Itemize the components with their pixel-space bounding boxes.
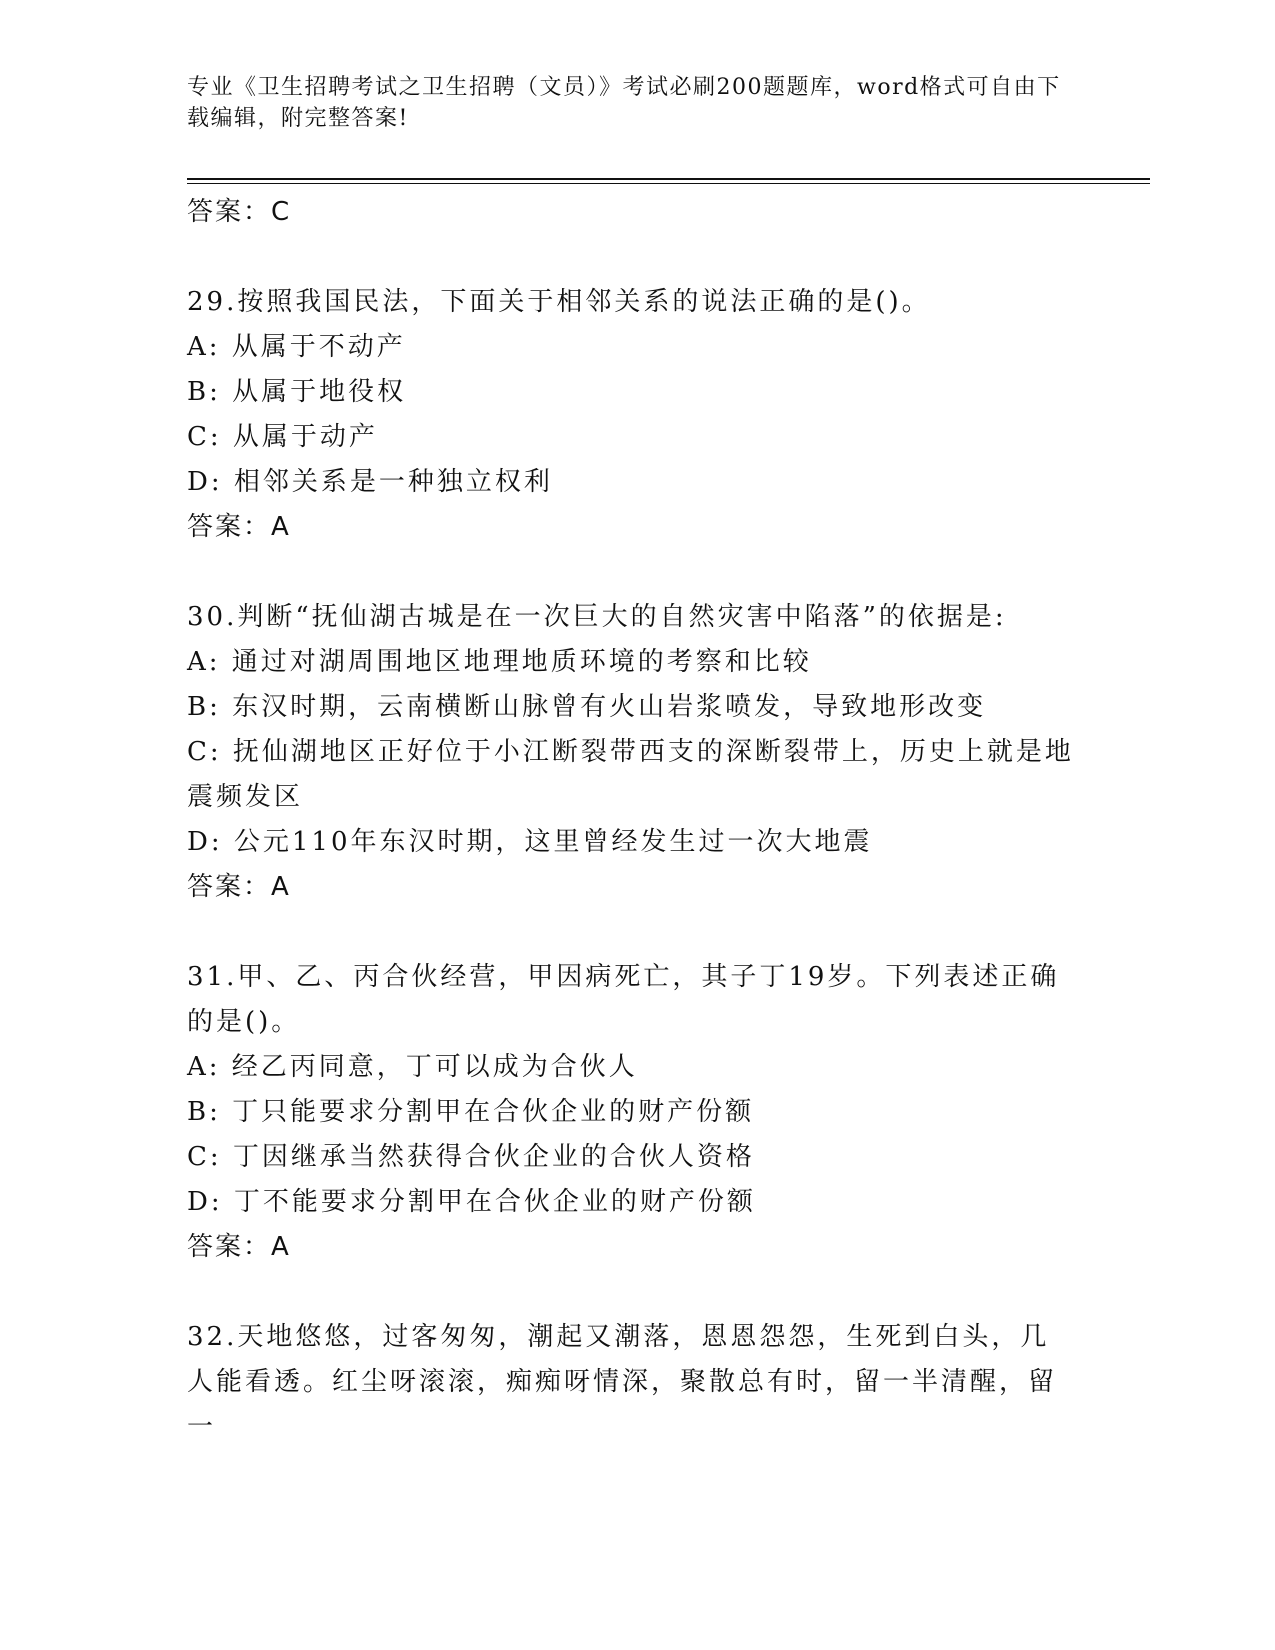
question-31 [187, 955, 1077, 1270]
option-b: B: 丁只能要求分割甲在合伙企业的财产份额 [187, 1097, 755, 1127]
option-a: A: 从属于不动产 [187, 332, 406, 362]
option-c: C: 丁因继承当然获得合伙企业的合伙人资格 [187, 1142, 755, 1172]
question-stem: 32.天地悠悠，过客匆匆，潮起又潮落，恩恩怨怨，生死到白头，几人能看透。红尘呀滚滚，痴痴呀情深，聚散总有时，留一半清醒，留一 [187, 1322, 1058, 1442]
header-rule-thin [187, 183, 1150, 184]
question-30 [187, 595, 1077, 910]
spacer [187, 235, 1077, 280]
option-a: A: 通过对湖周围地区地理地质环境的考察和比较 [187, 647, 812, 677]
option-d: D: 公元110年东汉时期，这里曾经发生过一次大地震 [187, 827, 873, 857]
spacer [187, 550, 1077, 595]
spacer [187, 910, 1077, 955]
answer-line: 答案：A [187, 1232, 291, 1262]
question-stem: 29.按照我国民法，下面关于相邻关系的说法正确的是()。 [187, 287, 931, 317]
document-body [187, 190, 1077, 1450]
option-b: B: 从属于地役权 [187, 377, 407, 407]
option-c: C: 抚仙湖地区正好位于小江断裂带西支的深断裂带上，历史上就是地震频发区 [187, 737, 1074, 812]
page-header: 专业《卫生招聘考试之卫生招聘（文员）》考试必刷200题题库，word格式可自由下载编辑，附完整答案! [187, 75, 1061, 131]
answer-line: 答案：C [187, 197, 292, 227]
question-32 [187, 1315, 1077, 1450]
option-c: C: 从属于动产 [187, 422, 378, 452]
option-b: B: 东汉时期，云南横断山脉曾有火山岩浆喷发，导致地形改变 [187, 692, 987, 722]
question-stem: 31.甲、乙、丙合伙经营，甲因病死亡，其子丁19岁。下列表述正确的是()。 [187, 962, 1060, 1037]
spacer [187, 1270, 1077, 1315]
answer-line: 答案：A [187, 872, 291, 902]
question-29 [187, 280, 1077, 550]
option-d: D: 丁不能要求分割甲在合伙企业的财产份额 [187, 1187, 756, 1217]
option-d: D: 相邻关系是一种独立权利 [187, 467, 553, 497]
answer-line: 答案：A [187, 512, 291, 542]
question-stem: 30.判断“抚仙湖古城是在一次巨大的自然灾害中陷落”的依据是: [187, 602, 1007, 632]
option-a: A: 经乙丙同意，丁可以成为合伙人 [187, 1052, 638, 1082]
header-rule-thick [187, 178, 1150, 180]
